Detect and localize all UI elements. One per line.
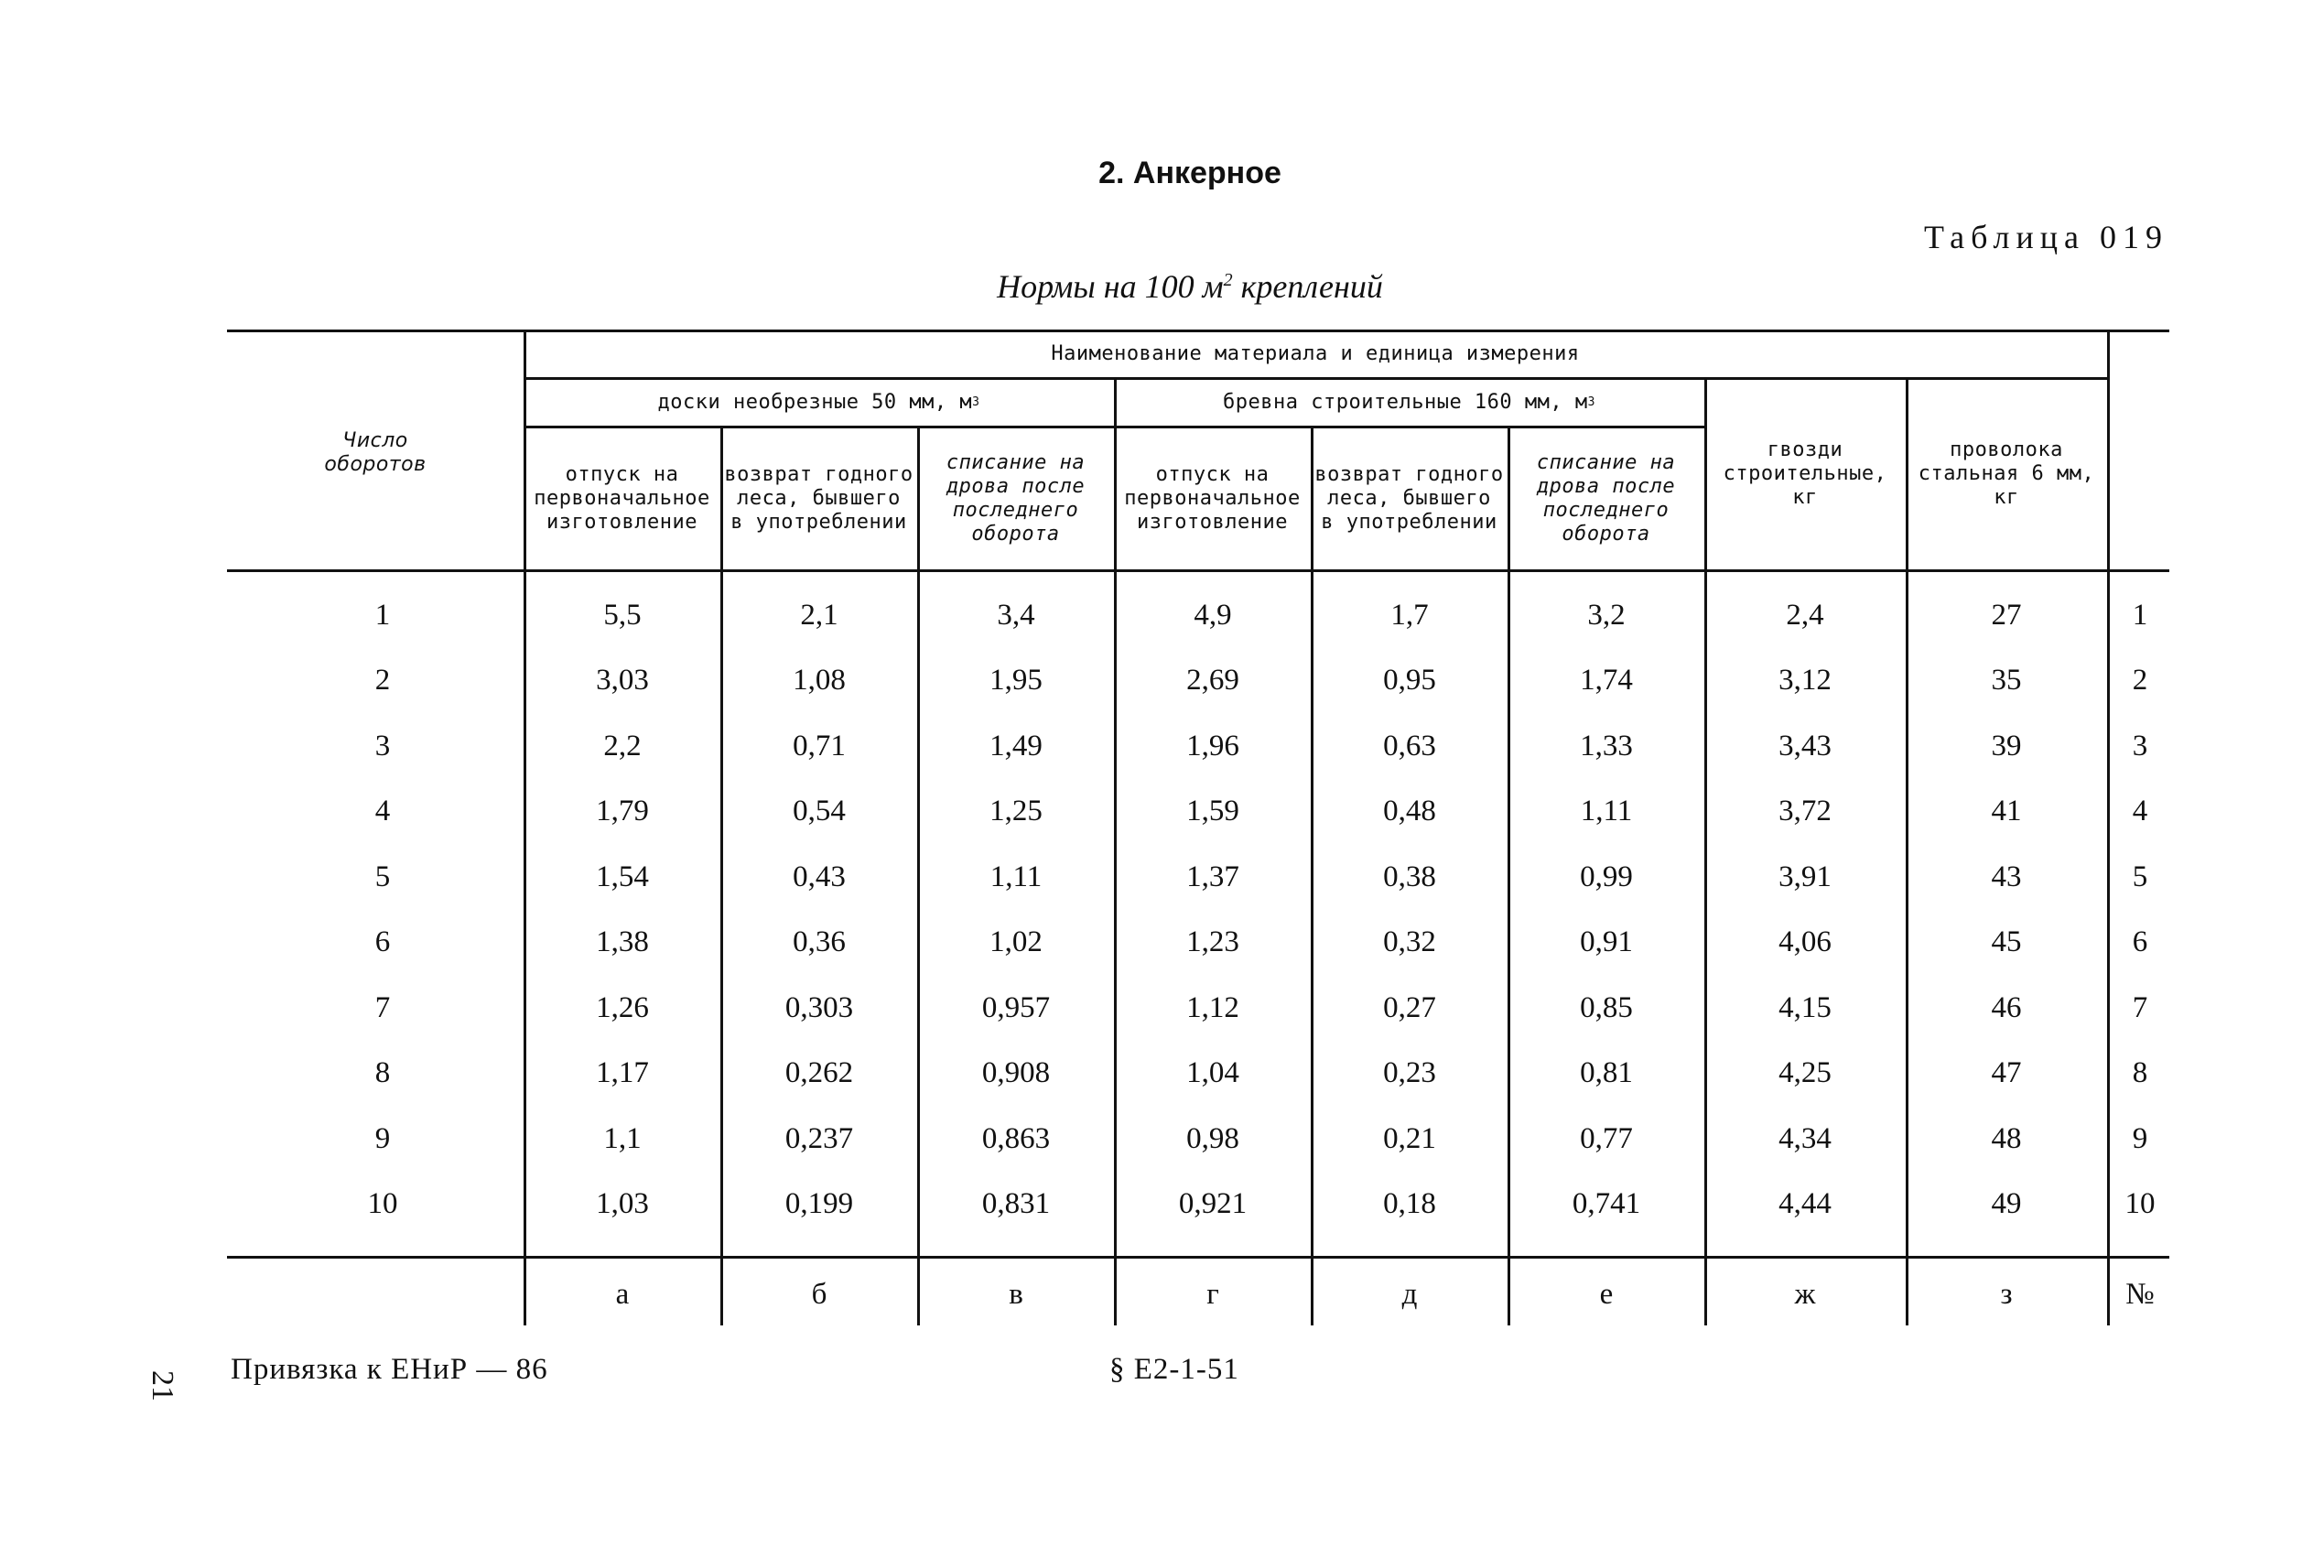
- table-cell: 39: [1991, 729, 2022, 762]
- table-cell: 3,03: [596, 664, 649, 697]
- table-cell: 0,91: [1580, 925, 1633, 958]
- table-cell: 0,21: [1383, 1121, 1436, 1155]
- table-cell: 0,237: [784, 1121, 854, 1155]
- table-cell: 3,43: [1778, 729, 1832, 762]
- table-cell: 1,08: [793, 664, 846, 697]
- header-boards-return: возврат годного леса, бывшего в употреблении: [724, 462, 913, 534]
- body-bottom-rule: [227, 1256, 2169, 1259]
- table-cell: 3,91: [1778, 860, 1832, 893]
- table-cell: 1,11: [1580, 795, 1633, 827]
- table-cell: 0,95: [1383, 664, 1436, 697]
- table-cell: 1,03: [596, 1187, 649, 1220]
- cell-turns: 10: [367, 1187, 398, 1220]
- cell-row-number: 2: [2132, 664, 2148, 697]
- table-cell: 0,27: [1383, 990, 1436, 1024]
- header-bottom-rule: [227, 569, 2169, 572]
- cell-row-number: 7: [2132, 990, 2148, 1024]
- subtitle-suffix: креплений: [1232, 268, 1383, 305]
- footer-binding: Привязка к ЕНиР — 86: [231, 1353, 548, 1386]
- cell-turns: 2: [374, 664, 391, 697]
- page-number: 21: [146, 1370, 179, 1401]
- header-logs-issue: отпуск на первоначальное изготовление: [1124, 462, 1301, 534]
- cell-row-number: 10: [2124, 1187, 2156, 1220]
- header-boards-writeoff: списание на дрова после последнего оборота: [946, 450, 1086, 546]
- header-logs: [1114, 379, 1704, 426]
- table-cell: 1,1: [603, 1121, 642, 1155]
- table-cell: 1,11: [989, 860, 1043, 893]
- table-cell: 1,49: [989, 729, 1043, 762]
- table-cell: 0,831: [981, 1187, 1051, 1220]
- header-logs-writeoff: списание на дрова после последнего оборота: [1536, 450, 1676, 546]
- table-cell: 0,262: [784, 1056, 854, 1089]
- table-cell: 4,06: [1778, 925, 1832, 958]
- table-cell: 2,69: [1186, 664, 1239, 697]
- header-boards-label: доски необрезные 50 мм, м: [657, 390, 973, 414]
- footer-section: § Е2-1-51: [1109, 1353, 1239, 1386]
- table-cell: 4,34: [1778, 1121, 1832, 1155]
- table-cell: 0,863: [981, 1121, 1051, 1155]
- table-cell: 3,72: [1778, 795, 1832, 827]
- table-cell: 1,33: [1580, 729, 1633, 762]
- cell-row-number: 4: [2132, 795, 2148, 827]
- table-cell: 27: [1991, 598, 2022, 632]
- table-cell: 4,44: [1778, 1187, 1832, 1220]
- table-cell: 47: [1991, 1056, 2022, 1089]
- table-cell: 49: [1991, 1187, 2022, 1220]
- table-cell: 1,79: [596, 795, 649, 827]
- column-letter: е: [1599, 1277, 1614, 1311]
- cell-row-number: 6: [2132, 925, 2148, 958]
- table-cell: 0,957: [981, 990, 1051, 1024]
- table-cell: 0,99: [1580, 860, 1633, 893]
- table-cell: 1,04: [1186, 1056, 1239, 1089]
- table-cell: 0,71: [793, 729, 846, 762]
- cell-turns: 9: [374, 1121, 391, 1155]
- section-title: 2. Анкерное: [1098, 156, 1281, 190]
- table-cell: 2,1: [800, 598, 838, 632]
- table-cell: 1,74: [1580, 664, 1633, 697]
- cell-turns: 1: [374, 598, 391, 632]
- header-turns: Число оборотов: [324, 429, 427, 476]
- column-letter: в: [1009, 1277, 1023, 1311]
- cell-row-number: 9: [2132, 1121, 2148, 1155]
- cell-turns: 4: [374, 795, 391, 827]
- table-cell: 1,38: [596, 925, 649, 958]
- table-cell: 0,85: [1580, 990, 1633, 1024]
- cell-row-number: 5: [2132, 860, 2148, 893]
- table-cell: 0,18: [1383, 1187, 1436, 1220]
- cell-turns: 5: [374, 860, 391, 893]
- table-cell: 1,02: [989, 925, 1043, 958]
- table-cell: 1,12: [1186, 990, 1239, 1024]
- table-cell: 0,741: [1572, 1187, 1641, 1220]
- table-cell: 35: [1991, 664, 2022, 697]
- table-cell: 3,2: [1587, 598, 1626, 632]
- table-cell: 45: [1991, 925, 2022, 958]
- subtitle-superscript: 2: [1223, 270, 1233, 290]
- table-cell: 4,25: [1778, 1056, 1832, 1089]
- column-letter: а: [615, 1277, 630, 1311]
- table-cell: 0,81: [1580, 1056, 1633, 1089]
- header-boards-issue: отпуск на первоначальное изготовление: [534, 462, 710, 534]
- column-letter: ж: [1794, 1277, 1816, 1311]
- table-cell: 2,4: [1786, 598, 1824, 632]
- table-cell: 0,43: [793, 860, 846, 893]
- header-logs-return: возврат годного леса, бывшего в употреблении: [1314, 462, 1504, 534]
- table-cell: 0,908: [981, 1056, 1051, 1089]
- table-cell: 1,54: [596, 860, 649, 893]
- table-cell: 41: [1991, 795, 2022, 827]
- table-cell: 1,25: [989, 795, 1043, 827]
- column-letter: з: [2000, 1277, 2013, 1311]
- table-cell: 0,77: [1580, 1121, 1633, 1155]
- column-letter: б: [811, 1277, 827, 1311]
- header-boards: [524, 379, 1114, 426]
- subtitle-prefix: Нормы на 100 м: [997, 268, 1224, 305]
- table-cell: 1,7: [1390, 598, 1429, 632]
- column-letter: г: [1206, 1277, 1219, 1311]
- table-cell: 1,95: [989, 664, 1043, 697]
- cell-turns: 7: [374, 990, 391, 1024]
- table-cell: 0,54: [793, 795, 846, 827]
- table-cell: 1,59: [1186, 795, 1239, 827]
- table-cell: 0,199: [784, 1187, 854, 1220]
- table-cell: 5,5: [603, 598, 642, 632]
- table-cell: 1,17: [596, 1056, 649, 1089]
- header-wire: проволока стальная 6 мм, кг: [1918, 438, 2095, 509]
- cell-turns: 6: [374, 925, 391, 958]
- table-cell: 0,921: [1178, 1187, 1248, 1220]
- table-cell: 4,9: [1194, 598, 1232, 632]
- table-cell: 2,2: [603, 729, 642, 762]
- column-letter: №: [2125, 1277, 2155, 1311]
- header-boards-unit-sup: 3: [972, 395, 980, 409]
- header-logs-label: бревна строительные 160 мм, м: [1223, 390, 1588, 414]
- header-logs-unit-sup: 3: [1587, 395, 1595, 409]
- table-cell: 0,63: [1383, 729, 1436, 762]
- cell-row-number: 3: [2132, 729, 2148, 762]
- table-cell: 4,15: [1778, 990, 1832, 1024]
- table-cell: 0,36: [793, 925, 846, 958]
- header-nails: гвозди строительные, кг: [1723, 438, 1887, 509]
- header-material: Наименование материала и единица измерения: [1051, 342, 1580, 365]
- cell-turns: 3: [374, 729, 391, 762]
- table-cell: 1,26: [596, 990, 649, 1024]
- table-cell: 43: [1991, 860, 2022, 893]
- cell-turns: 8: [374, 1056, 391, 1089]
- table-cell: 0,98: [1186, 1121, 1239, 1155]
- table-cell: 3,12: [1778, 664, 1832, 697]
- table-cell: 0,23: [1383, 1056, 1436, 1089]
- table-cell: 1,37: [1186, 860, 1239, 893]
- cell-row-number: 1: [2132, 598, 2148, 632]
- table-cell: 0,32: [1383, 925, 1436, 958]
- table-cell: 0,38: [1383, 860, 1436, 893]
- table-label: Таблица 019: [1924, 219, 2168, 255]
- table-cell: 0,48: [1383, 795, 1436, 827]
- cell-row-number: 8: [2132, 1056, 2148, 1089]
- table-cell: 1,23: [1186, 925, 1239, 958]
- table-cell: 48: [1991, 1121, 2022, 1155]
- table-cell: 1,96: [1186, 729, 1239, 762]
- table-cell: 46: [1991, 990, 2022, 1024]
- column-letter: д: [1401, 1277, 1418, 1311]
- table-cell: 3,4: [997, 598, 1035, 632]
- table-cell: 0,303: [784, 990, 854, 1024]
